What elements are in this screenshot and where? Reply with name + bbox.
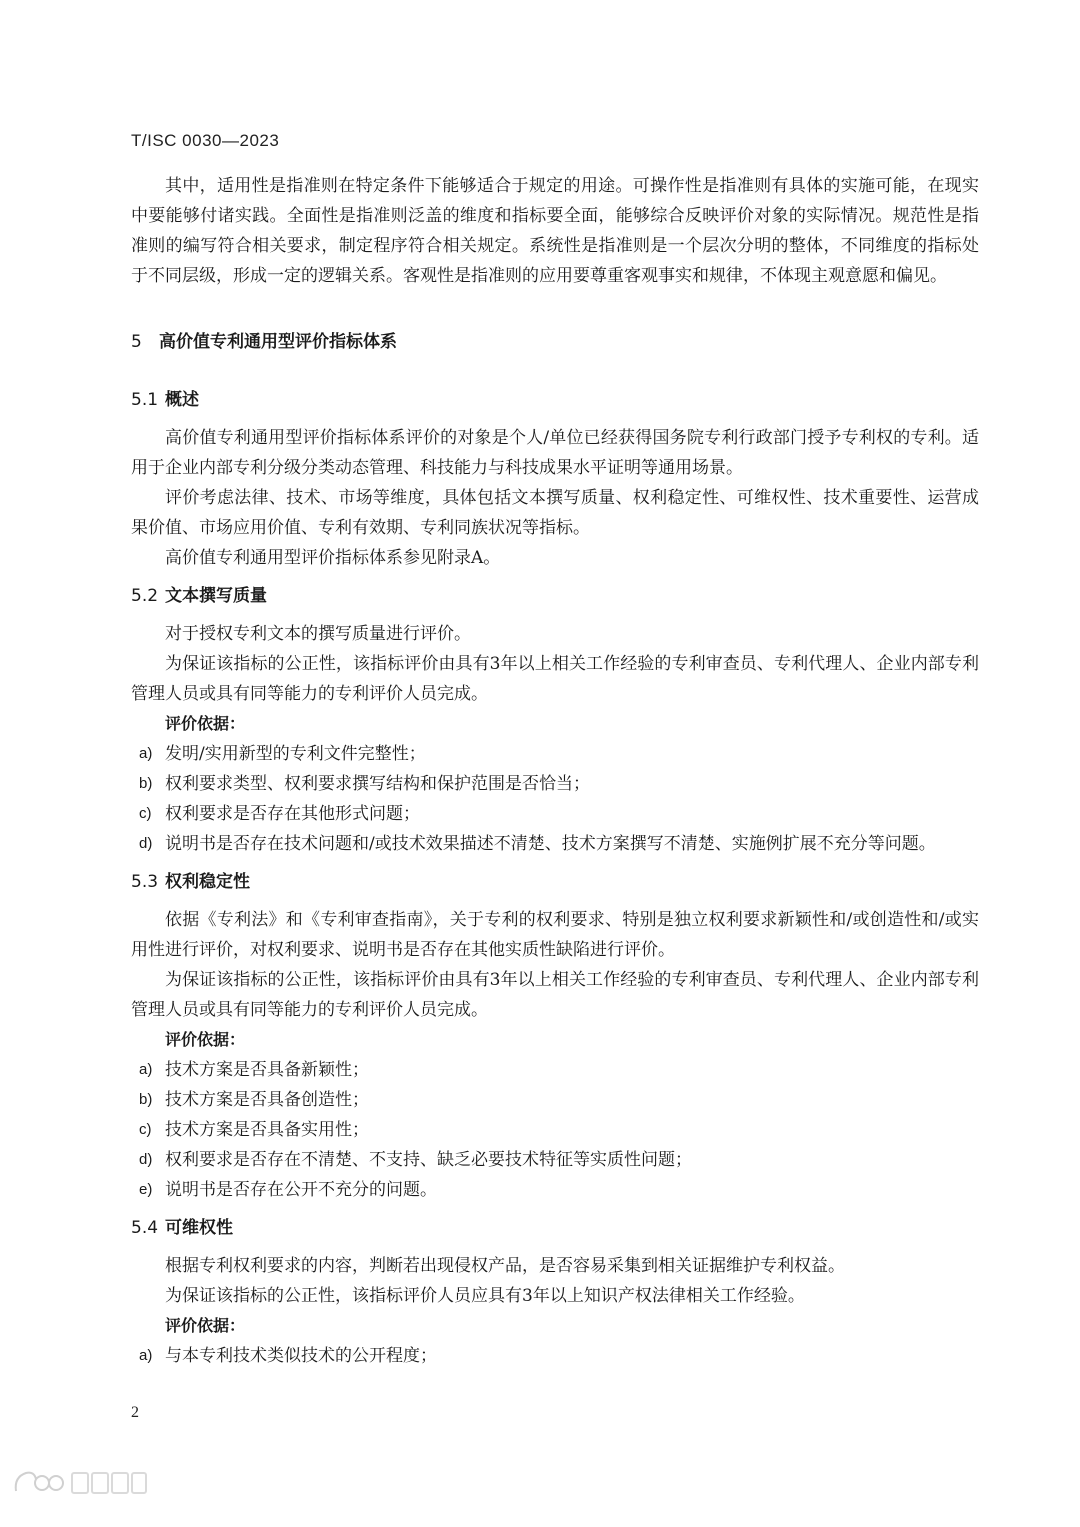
list-item bbox=[131, 1055, 979, 1085]
section-5-1-paragraph: 评价考虑法律、技术、市场等维度，具体包括文本撰写质量、权利稳定性、可维权性、技术重要性、运营成果价值、市场应用价值、专利有效期、专利同族状况等指标。 bbox=[131, 488, 979, 538]
list-text: 说明书是否存在公开不充分的问题。 bbox=[165, 1180, 437, 1200]
list-marker: a) bbox=[139, 1347, 153, 1364]
list-marker: a) bbox=[139, 745, 153, 762]
watermark bbox=[10, 1461, 150, 1505]
list-text: 权利要求是否存在不清楚、不支持、缺乏必要技术特征等实质性问题； bbox=[165, 1150, 692, 1170]
list-marker: c) bbox=[139, 1121, 152, 1138]
list-item bbox=[131, 1341, 979, 1371]
list-item bbox=[131, 1175, 979, 1205]
list-text: 权利要求类型、权利要求撰写结构和保护范围是否恰当； bbox=[165, 774, 590, 794]
section-5-number: 5 bbox=[131, 332, 142, 352]
list-marker: b) bbox=[139, 1091, 153, 1108]
section-5-4-paragraph: 为保证该指标的公正性，该指标评价人员应具有3年以上知识产权法律相关工作经验。 bbox=[165, 1286, 805, 1306]
standard-code: T/ISC 0030—2023 bbox=[131, 131, 280, 150]
list-text: 权利要求是否存在其他形式问题； bbox=[165, 804, 420, 824]
list-marker: a) bbox=[139, 1061, 153, 1078]
section-5-1-paragraph: 高价值专利通用型评价指标体系参见附录A。 bbox=[165, 548, 501, 568]
list-text: 与本专利技术类似技术的公开程度； bbox=[165, 1346, 437, 1366]
section-5-2-title: 文本撰写质量 bbox=[165, 586, 267, 606]
section-5-1-title: 概述 bbox=[165, 390, 199, 410]
section-5-3-paragraph: 依据《专利法》和《专利审查指南》，关于专利的权利要求、特别是独立权利要求新颖性和/或创造性和/或实用性进行评价，对权利要求、说明书是否存在其他实质性缺陷进行评价。 bbox=[131, 910, 979, 960]
section-5-2-basis-label: 评价依据： bbox=[165, 714, 246, 733]
section-5-2-paragraph: 对于授权专利文本的撰写质量进行评价。 bbox=[165, 624, 471, 644]
list-item bbox=[131, 829, 979, 859]
watermark-logo-icon bbox=[10, 1463, 150, 1503]
section-5-title: 高价值专利通用型评价指标体系 bbox=[159, 332, 397, 352]
section-5-4-title: 可维权性 bbox=[165, 1218, 233, 1238]
section-5-2-number: 5.2 bbox=[131, 586, 159, 606]
list-item bbox=[131, 769, 979, 799]
section-5-1-number: 5.1 bbox=[131, 390, 159, 410]
section-5-3-number: 5.3 bbox=[131, 872, 159, 892]
list-text: 技术方案是否具备实用性； bbox=[165, 1120, 369, 1140]
list-marker: e) bbox=[139, 1181, 153, 1198]
list-marker: b) bbox=[139, 775, 153, 792]
section-5-4-basis-label: 评价依据： bbox=[165, 1316, 246, 1335]
list-item bbox=[131, 799, 979, 829]
section-5-3-basis-label: 评价依据： bbox=[165, 1030, 246, 1049]
section-5-2-heading bbox=[131, 581, 979, 611]
page-number: 2 bbox=[131, 1404, 139, 1421]
section-5-4-heading bbox=[131, 1213, 979, 1243]
section-5-2-paragraph: 为保证该指标的公正性，该指标评价由具有3年以上相关工作经验的专利审查员、专利代理人、企业内部专利管理人员或具有同等能力的专利评价人员完成。 bbox=[131, 654, 979, 704]
section-5-4-paragraph: 根据专利权利要求的内容，判断若出现侵权产品，是否容易采集到相关证据维护专利权益。 bbox=[165, 1256, 845, 1276]
list-item bbox=[131, 1115, 979, 1145]
list-item bbox=[131, 739, 979, 769]
list-marker: d) bbox=[139, 1151, 153, 1168]
section-5-4-number: 5.4 bbox=[131, 1218, 159, 1238]
list-text: 发明/实用新型的专利文件完整性； bbox=[165, 744, 426, 764]
document-body bbox=[131, 171, 979, 1371]
list-item bbox=[131, 1085, 979, 1115]
list-text: 技术方案是否具备创造性； bbox=[165, 1090, 369, 1110]
section-5-3-heading bbox=[131, 867, 979, 897]
section-5-1-heading bbox=[131, 385, 979, 415]
list-text: 说明书是否存在技术问题和/或技术效果描述不清楚、技术方案撰写不清楚、实施例扩展不充分等问题。 bbox=[165, 834, 936, 854]
list-text: 技术方案是否具备新颖性； bbox=[165, 1060, 369, 1080]
list-item bbox=[131, 1145, 979, 1175]
section-5-3-paragraph: 为保证该指标的公正性，该指标评价由具有3年以上相关工作经验的专利审查员、专利代理人、企业内部专利管理人员或具有同等能力的专利评价人员完成。 bbox=[131, 970, 979, 1020]
section-5-heading bbox=[131, 327, 979, 357]
section-5-3-title: 权利稳定性 bbox=[165, 872, 250, 892]
list-marker: d) bbox=[139, 835, 153, 852]
section-5-1-paragraph: 高价值专利通用型评价指标体系评价的对象是个人/单位已经获得国务院专利行政部门授予专利权的专利。适用于企业内部专利分级分类动态管理、科技能力与科技成果水平证明等通用场景。 bbox=[131, 428, 979, 478]
intro-paragraph: 其中，适用性是指准则在特定条件下能够适合于规定的用途。可操作性是指准则有具体的实施可能，在现实中要能够付诸实践。全面性是指准则泛盖的维度和指标要全面，能够综合反映评价对象的实际情况。规范性是指准则的编写符合相关要求，制定程序符合相关规定。系统性是指准则是一个层次分明的整体，不同维度的指标处于不同层级，形成一定的逻辑关系。客观性是指准则的应用要尊重客观事实和规律，不体现主观意愿和偏见。 bbox=[131, 176, 979, 286]
list-marker: c) bbox=[139, 805, 152, 822]
